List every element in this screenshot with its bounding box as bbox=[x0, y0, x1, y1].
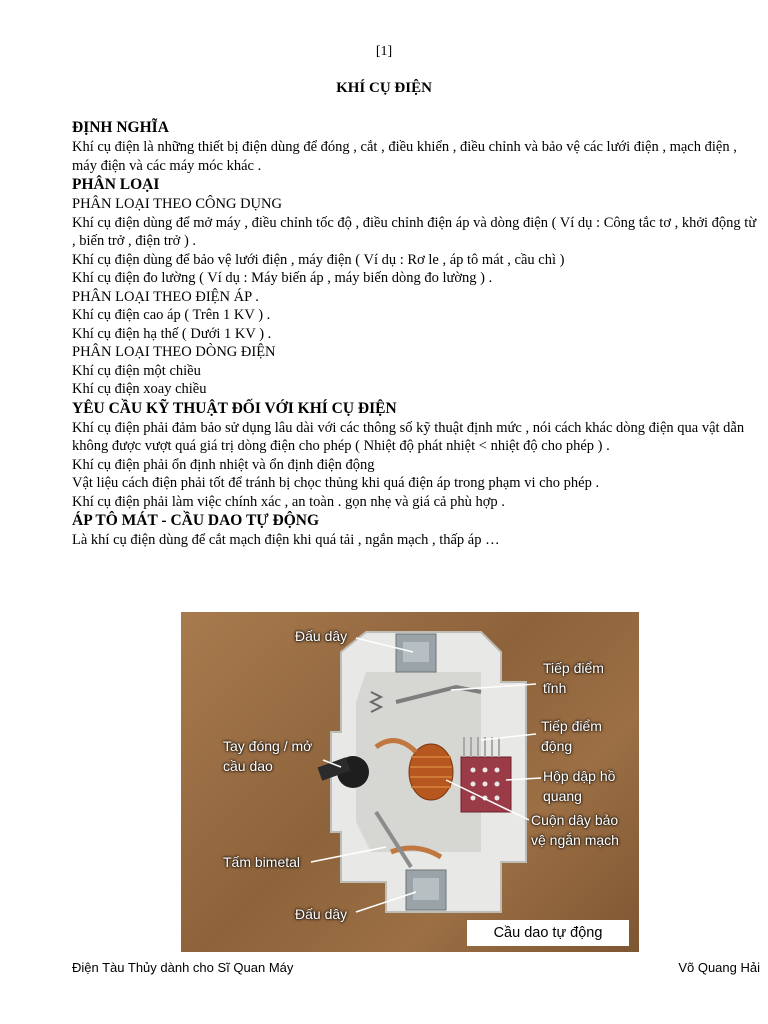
by-use-item-2: Khí cụ điện dùng để bảo vệ lưới điện , máy điện ( Ví dụ : Rơ le , áp tô mát , cầu chì ) bbox=[72, 251, 565, 268]
photo-caption: Cầu dao tự động bbox=[467, 920, 629, 946]
footer-left: Điện Tàu Thủy dành cho Sĩ Quan Máy bbox=[72, 960, 294, 975]
label-arc-chute: Hộp dập hồ quang bbox=[543, 768, 616, 804]
page-number: [1] bbox=[375, 44, 393, 59]
label-moving-contact: Tiếp điểm động bbox=[541, 718, 602, 754]
by-voltage-item-1: Khí cụ điện cao áp ( Trên 1 KV ) . bbox=[72, 307, 271, 323]
definition-text: Khí cụ điện là những thiết bị điện dùng để đóng , cắt , điều khiển , điều chỉnh và bảo vệ các lưới điện , mạch điện , máy điện và các máy móc khác . bbox=[72, 139, 737, 174]
label-fixed-contact: Tiếp điểm tĩnh bbox=[543, 660, 604, 696]
label-coil: Cuộn dây bảo vệ ngắn mạch bbox=[531, 812, 619, 848]
requirements-item-4: Khí cụ điện phải làm việc chính xác , an toàn . gọn nhẹ và giá cả phù hợp . bbox=[72, 493, 505, 510]
label-bimetal: Tấm bimetal bbox=[223, 854, 301, 870]
label-terminal-top: Đấu dây bbox=[295, 628, 348, 644]
circuit-breaker-photo bbox=[181, 612, 639, 952]
requirements-item-1: Khí cụ điện phải đảm bảo sử dụng lâu dài với các thông số kỹ thuật định mức , nói cách khác dòng điện qua vật dẫn không được vượt quá giá trị dòng điện cho phép ( Nhiệt độ phát nhiệt < nhiệt độ cho phép ) . bbox=[72, 419, 745, 454]
by-current-item-2: Khí cụ điện xoay chiều bbox=[72, 381, 207, 397]
footer-right: Võ Quang Hải bbox=[678, 960, 760, 975]
by-voltage-item-2: Khí cụ điện hạ thế ( Dưới 1 KV ) . bbox=[72, 325, 272, 342]
by-current-item-1: Khí cụ điện một chiều bbox=[72, 362, 201, 379]
label-terminal-bottom: Đấu dây bbox=[295, 906, 348, 922]
requirements-item-2: Khí cụ điện phải ổn định nhiệt và ổn định điện động bbox=[72, 456, 375, 473]
by-use-heading: PHÂN LOẠI THEO CÔNG DỤNG bbox=[72, 196, 282, 212]
breaker-heading: ÁP TÔ MÁT - CẦU DAO TỰ ĐỘNG bbox=[72, 512, 320, 529]
document-body bbox=[72, 118, 762, 550]
by-use-item-1: Khí cụ điện dùng để mở máy , điều chỉnh tốc độ , điều chỉnh điện áp và dòng điện ( Ví dụ : Công tắc tơ , khởi động từ , biến trở , điện trở ) . bbox=[72, 214, 757, 249]
document-title: KHÍ CỤ ĐIỆN bbox=[336, 80, 432, 96]
breaker-text: Là khí cụ điện dùng để cắt mạch điện khi quá tải , ngắn mạch , thấp áp … bbox=[72, 532, 500, 548]
requirements-heading: YÊU CẦU KỸ THUẬT ĐỐI VỚI KHÍ CỤ ĐIỆN bbox=[72, 399, 397, 417]
by-use-item-3: Khí cụ điện đo lường ( Ví dụ : Máy biến áp , máy biến dòng đo lường ) . bbox=[72, 270, 493, 286]
classification-heading: PHÂN LOẠI bbox=[72, 176, 160, 193]
by-current-heading: PHÂN LOẠI THEO DÒNG ĐIỆN bbox=[72, 344, 276, 360]
by-voltage-heading: PHÂN LOẠI THEO ĐIỆN ÁP . bbox=[72, 288, 259, 305]
label-handle: Tay đóng / mở cầu dao bbox=[223, 738, 313, 774]
requirements-item-3: Vật liệu cách điện phải tốt để tránh bị chọc thủng khi quá điện áp trong phạm vi cho phép . bbox=[72, 475, 600, 491]
definition-heading: ĐỊNH NGHĨA bbox=[72, 119, 169, 136]
